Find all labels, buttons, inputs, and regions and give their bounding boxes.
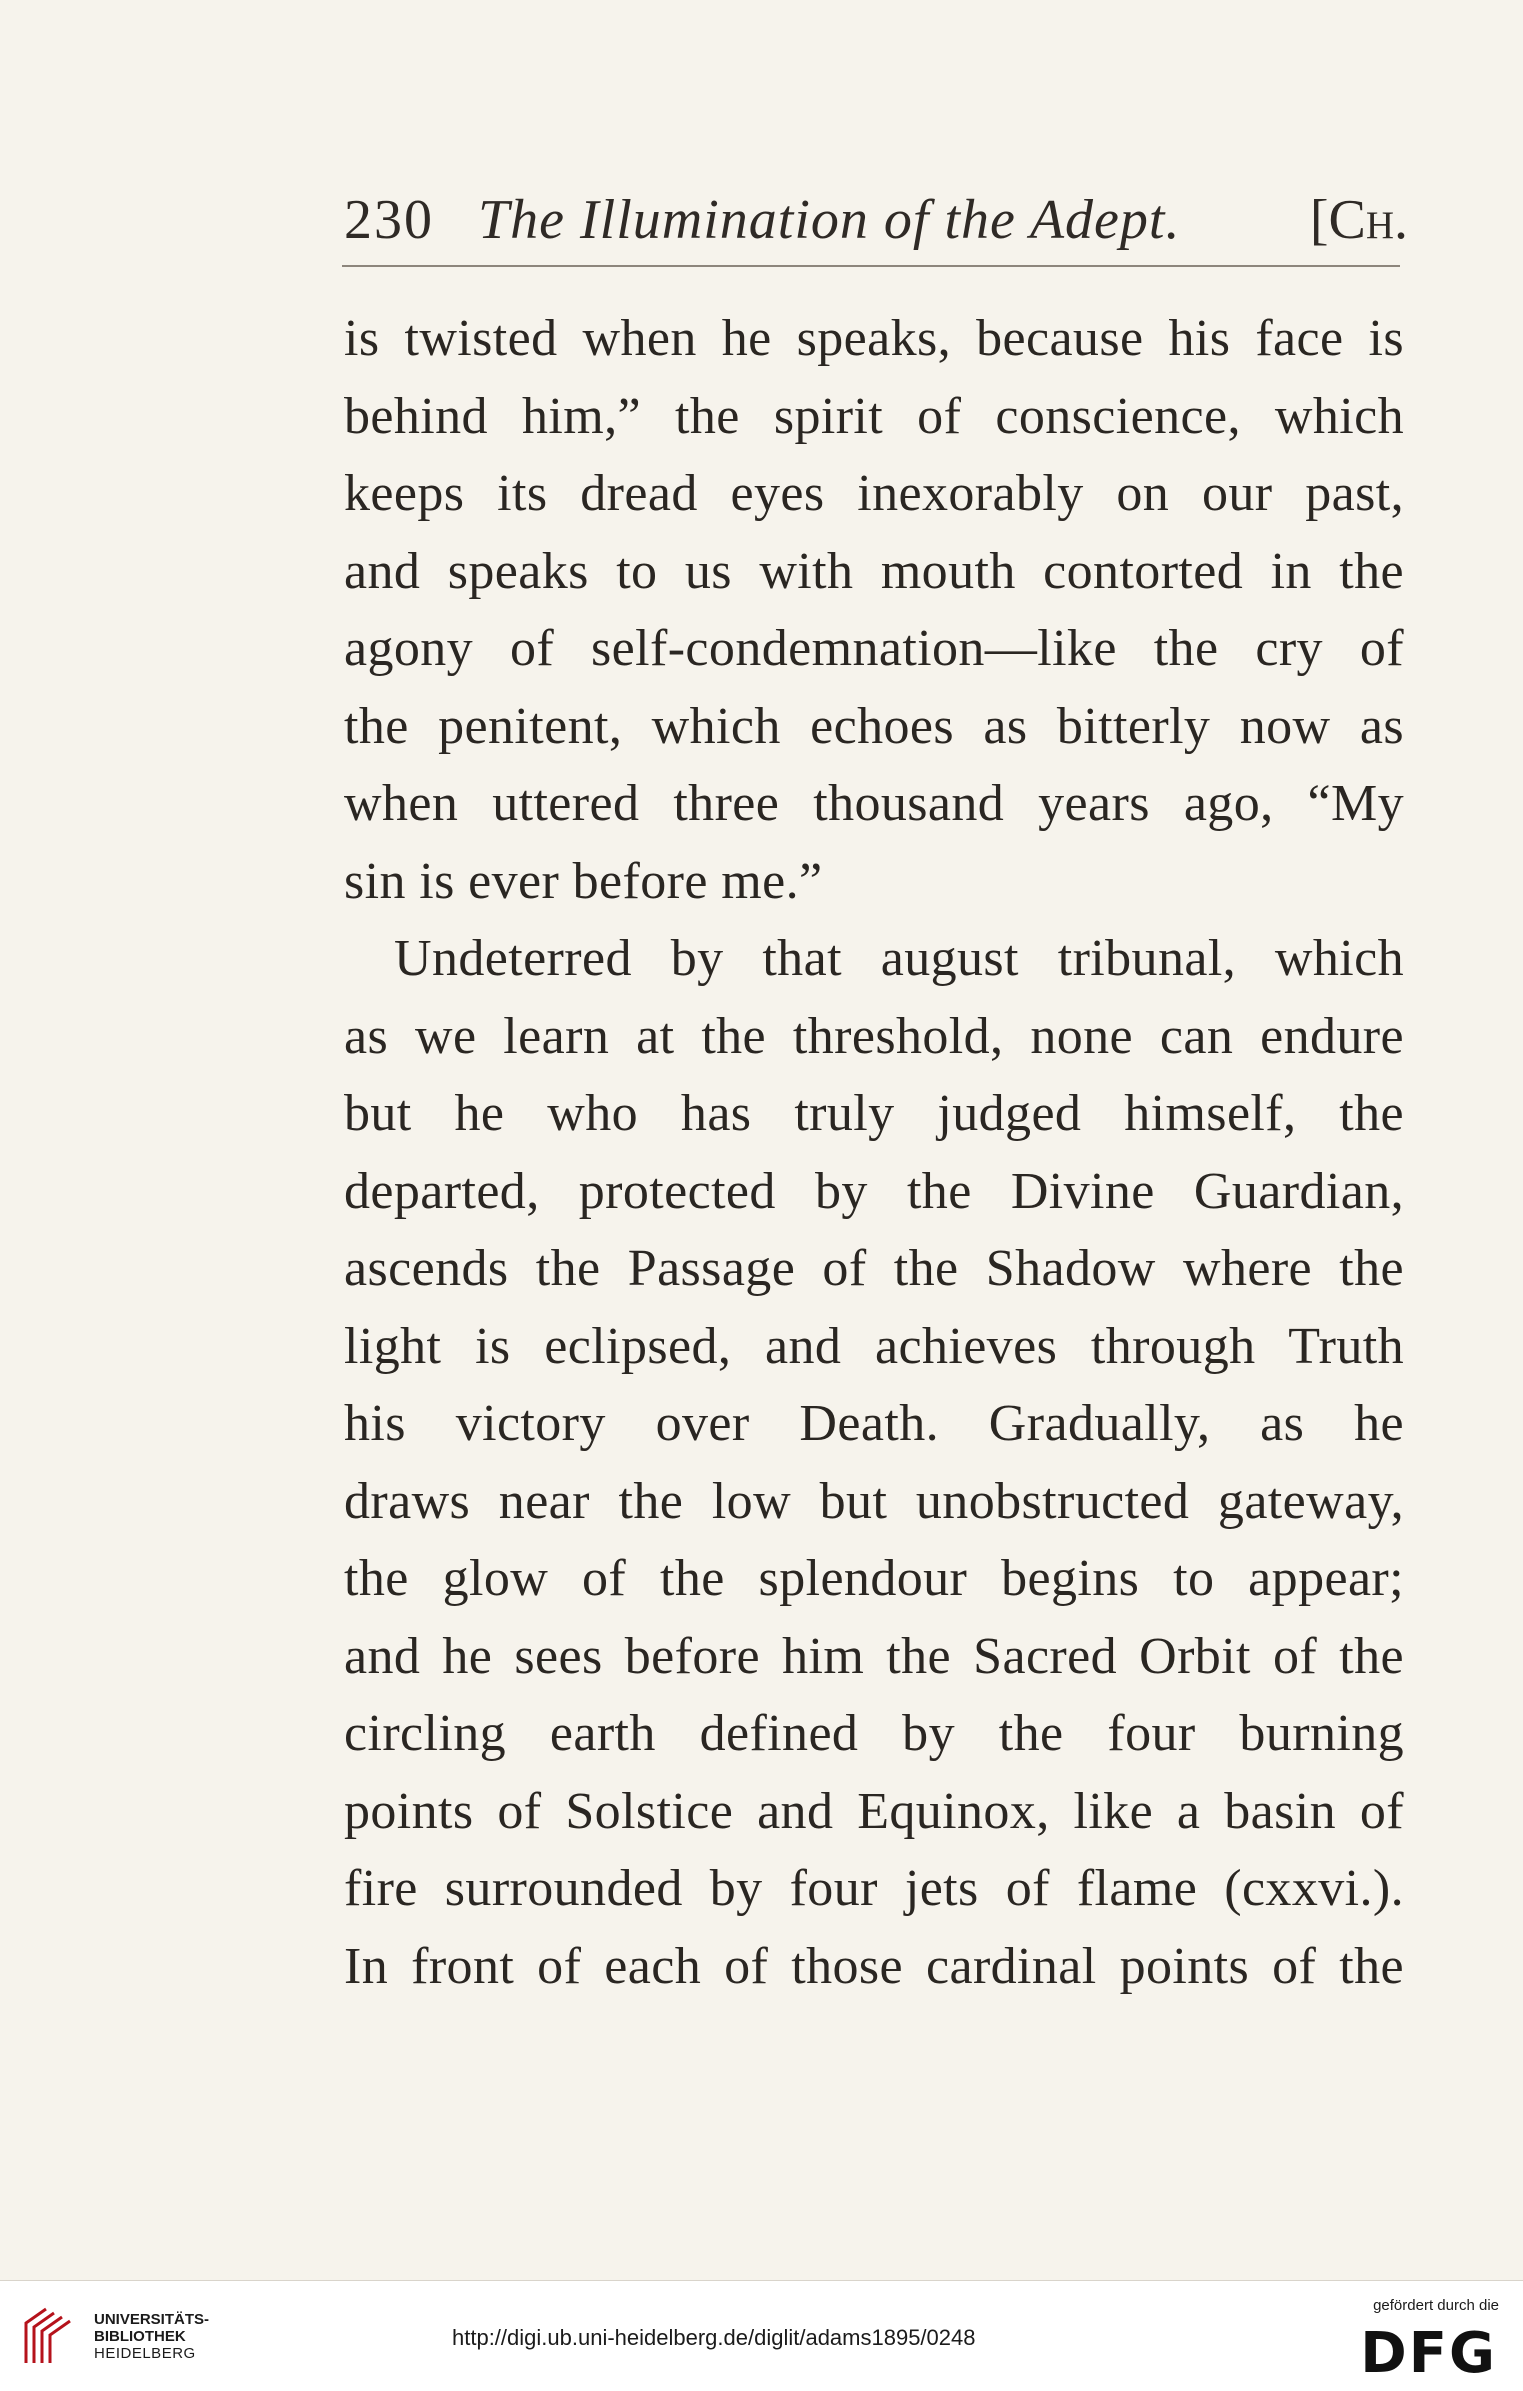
text-line: draws near the low but unobstructed gateway, bbox=[344, 1472, 1404, 1530]
text-line: light is eclipsed, and achieves through Truth bbox=[344, 1317, 1404, 1375]
text-line: In front of each of those cardinal points of the bbox=[344, 1937, 1404, 1995]
text-line: the penitent, which echoes as bitterly now as bbox=[344, 697, 1404, 755]
text-line: and speaks to us with mouth contorted in the bbox=[344, 542, 1404, 600]
text-line: and he sees before him the Sacred Orbit of the bbox=[344, 1627, 1404, 1685]
digitization-footer bbox=[0, 2280, 1523, 2391]
text-line: agony of self-condemnation—like the cry of bbox=[344, 620, 1404, 677]
library-name bbox=[94, 2311, 209, 2362]
permalink[interactable]: http://digi.ub.uni-heidelberg.de/diglit/adams1895/0248 bbox=[452, 2325, 976, 2350]
text-line: circling earth defined by the four burning bbox=[344, 1705, 1404, 1762]
running-title: The Illumination of the Adept. bbox=[478, 189, 1181, 251]
funding-note: gefördert durch die bbox=[1373, 2297, 1499, 2314]
dfg-logo: DFG bbox=[1360, 2321, 1497, 2386]
page-number: 230 bbox=[344, 189, 434, 251]
text-line: points of Solstice and Equinox, like a basin of bbox=[344, 1782, 1404, 1840]
text-line: sin is ever before me.” bbox=[344, 852, 823, 910]
library-name-line: HEIDELBERG bbox=[94, 2345, 196, 2362]
chapter-marker: [Ch. bbox=[1309, 189, 1408, 251]
text-line: ascends the Passage of the Shadow where the bbox=[344, 1240, 1404, 1297]
text-line: the glow of the splendour begins to appear; bbox=[344, 1550, 1404, 1607]
text-line: is twisted when he speaks, because his face is bbox=[344, 310, 1404, 367]
library-name-line: UNIVERSITÄTS- bbox=[94, 2311, 210, 2328]
text-line: when uttered three thousand years ago, “My bbox=[344, 775, 1404, 832]
text-line: as we learn at the threshold, none can endure bbox=[344, 1007, 1404, 1065]
text-line: behind him,” the spirit of conscience, which bbox=[344, 387, 1404, 445]
running-head bbox=[338, 178, 1408, 258]
text-line: keeps its dread eyes inexorably on our past, bbox=[344, 465, 1404, 522]
text-line: but he who has truly judged himself, the bbox=[344, 1085, 1404, 1142]
text-line: Undeterred by that august tribunal, which bbox=[394, 930, 1404, 987]
library-name-line: BIBLIOTHEK bbox=[94, 2328, 186, 2345]
library-logo-icon bbox=[18, 2303, 84, 2369]
text-line: his victory over Death. Gradually, as he bbox=[344, 1395, 1404, 1452]
header-rule bbox=[342, 265, 1400, 267]
text-line: departed, protected by the Divine Guardian, bbox=[344, 1162, 1404, 1220]
body-text bbox=[344, 300, 1404, 2005]
text-line: fire surrounded by four jets of flame (cxxvi.). bbox=[344, 1860, 1404, 1917]
